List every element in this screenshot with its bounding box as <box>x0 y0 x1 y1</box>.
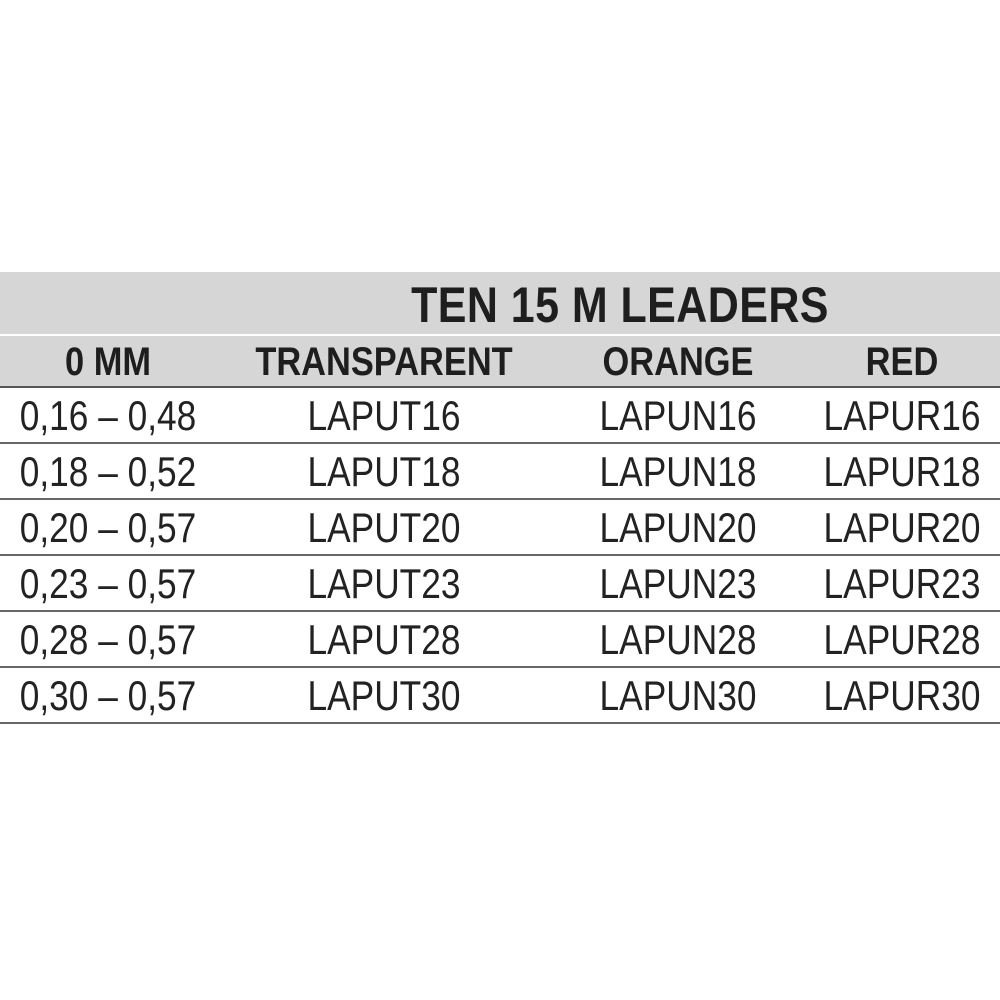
red-code-cell: LAPUR16 <box>823 392 981 439</box>
red-code-cell: LAPUR30 <box>823 672 981 719</box>
column-header-red: RED <box>865 340 939 384</box>
diameter-cell: 0,28 – 0,57 <box>19 616 197 663</box>
red-code-cell: LAPUR23 <box>823 560 981 607</box>
diameter-cell: 0,18 – 0,52 <box>19 448 197 495</box>
column-header-orange: ORANGE <box>602 340 754 384</box>
orange-code-cell: LAPUN30 <box>599 672 757 719</box>
orange-code-cell: LAPUN23 <box>599 560 757 607</box>
orange-code-cell: LAPUN16 <box>599 392 757 439</box>
diameter-cell: 0,30 – 0,57 <box>19 672 197 719</box>
diameter-cell: 0,20 – 0,57 <box>19 504 197 551</box>
table-title-bar <box>0 272 1000 334</box>
table-row <box>0 556 1000 612</box>
table-title: TEN 15 M LEADERS <box>411 277 829 333</box>
red-code-cell: LAPUR18 <box>823 448 981 495</box>
orange-code-cell: LAPUN28 <box>599 616 757 663</box>
transparent-code-cell: LAPUT28 <box>307 616 461 663</box>
column-header-transparent: TRANSPARENT <box>255 340 513 384</box>
column-header-diameter: 0 MM <box>65 340 151 384</box>
red-code-cell: LAPUR28 <box>823 616 981 663</box>
table-row <box>0 612 1000 668</box>
orange-code-cell: LAPUN20 <box>599 504 757 551</box>
transparent-code-cell: LAPUT18 <box>307 448 461 495</box>
orange-code-cell: LAPUN18 <box>599 448 757 495</box>
table-row <box>0 444 1000 500</box>
transparent-code-cell: LAPUT16 <box>307 392 461 439</box>
diameter-cell: 0,16 – 0,48 <box>19 392 197 439</box>
table-row <box>0 500 1000 556</box>
table-row <box>0 668 1000 724</box>
product-table <box>0 272 1000 724</box>
table-header-row <box>0 334 1000 388</box>
diameter-cell: 0,23 – 0,57 <box>19 560 197 607</box>
table-row <box>0 388 1000 444</box>
transparent-code-cell: LAPUT20 <box>307 504 461 551</box>
red-code-cell: LAPUR20 <box>823 504 981 551</box>
transparent-code-cell: LAPUT30 <box>307 672 461 719</box>
transparent-code-cell: LAPUT23 <box>307 560 461 607</box>
